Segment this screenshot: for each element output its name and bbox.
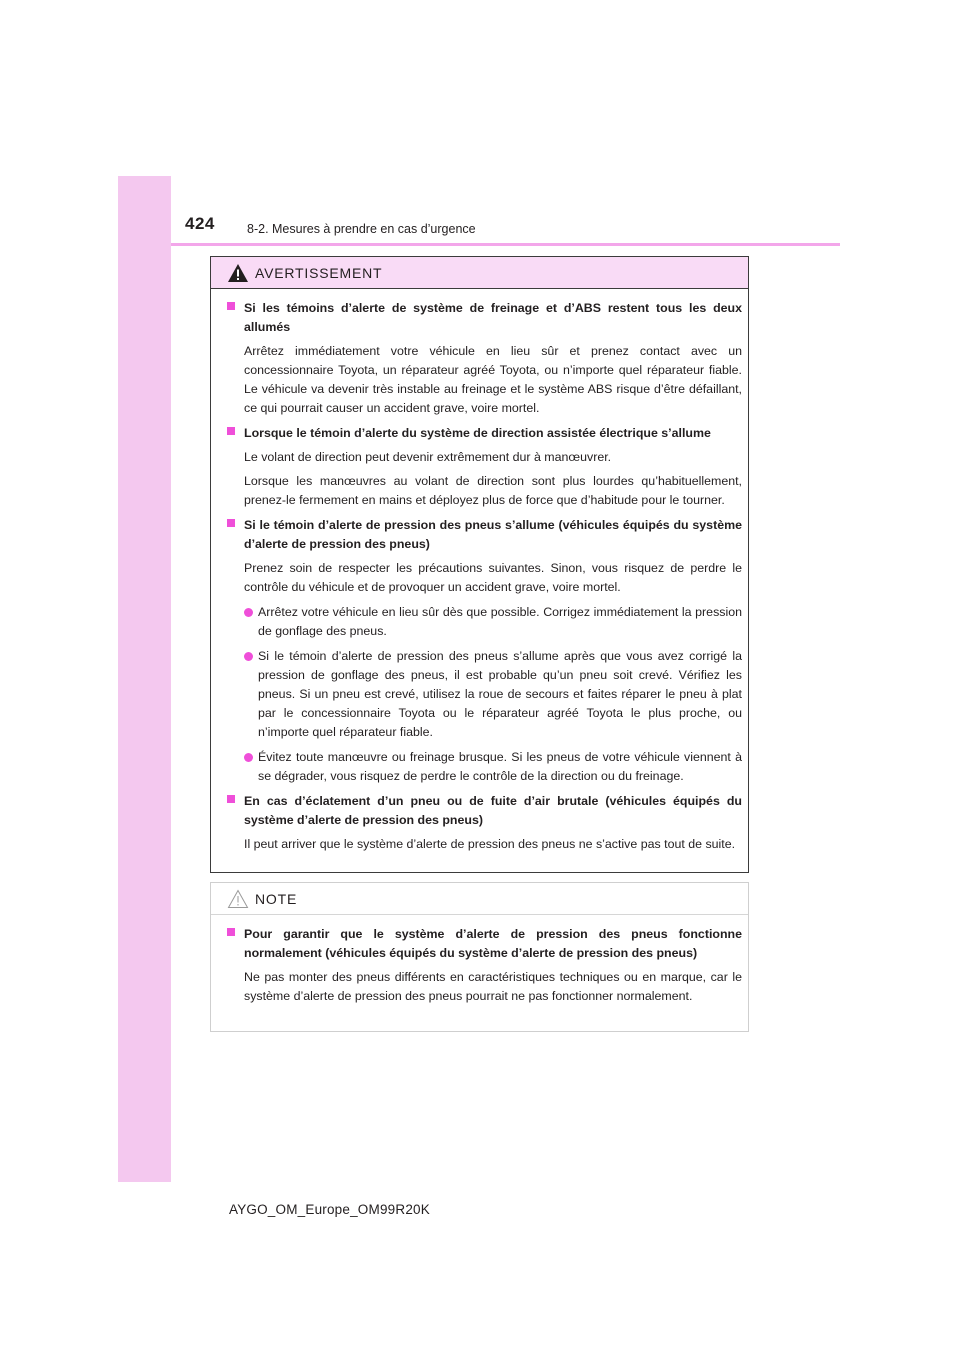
item-paragraph: Prenez soin de respecter les précautions suivantes. Sinon, vous risquez de perdre le contrôle du véhicule et de provoquer un accident grave, voire mortel. <box>244 561 742 594</box>
note-header <box>211 883 748 915</box>
warning-item <box>226 516 742 786</box>
item-paragraph: Lorsque les manœuvres au volant de direction sont plus lourdes qu’habituellement, prenez-le fermement en mains et déployez plus de force que d’habitude pour le tourner. <box>244 474 742 507</box>
sub-bullet-item <box>244 748 742 786</box>
warning-item <box>226 424 742 510</box>
round-bullet-icon <box>244 608 253 617</box>
round-bullet-icon <box>244 652 253 661</box>
sub-bullet-text: Évitez toute manœuvre ou freinage brusque. Si les pneus de votre véhicule viennent à se dégrader, vous risquez de perdre le contrôle de la direction ou du freinage. <box>258 750 742 783</box>
section-title: 8-2. Mesures à prendre en cas d’urgence <box>247 222 476 236</box>
caution-triangle-outline-icon <box>227 889 249 909</box>
item-paragraph: Il peut arriver que le système d’alerte de pression des pneus ne s’active pas tout de suite. <box>244 837 736 851</box>
square-bullet-icon <box>227 928 235 936</box>
warning-item <box>226 299 742 418</box>
sub-bullet-text: Si le témoin d’alerte de pression des pneus s’allume après que vous avez corrigé la pression de gonflage des pneus, il est probable qu’un pneu soit crevé. Vérifiez les pneus. Si un pneu est crevé, utilisez la roue de secours et faites réparer le pneu à plat par le concessionnaire Toyota ou le réparateur agréé Toyota le plus proche, ou n’importe quel réparateur fiable. <box>258 649 742 739</box>
item-heading: Pour garantir que le système d’alerte de pression des pneus fonctionne normalement (véhicules équipés du système d’alerte de pression des pneus) <box>244 927 742 960</box>
sub-bullet-text: Arrêtez votre véhicule en lieu sûr dès que possible. Corrigez immédiatement la pression de gonflage des pneus. <box>258 605 742 638</box>
item-paragraph: Arrêtez immédiatement votre véhicule en lieu sûr et prenez contact avec un concessionnaire Toyota, un réparateur agréé Toyota, ou n’importe quel réparateur fiable. Le véhicule va devenir très instable au freinage et le système ABS risque d’être défaillant, ce qui pourrait causer un accident grave, voire mortel. <box>244 344 742 415</box>
item-heading: En cas d’éclatement d’un pneu ou de fuite d’air brutale (véhicules équipés du système d’alerte de pression des pneus) <box>244 794 742 827</box>
note-box <box>210 882 749 1032</box>
sub-bullet-item <box>244 647 742 742</box>
item-heading: Si les témoins d’alerte de système de freinage et d’ABS restent tous les deux allumés <box>244 301 742 334</box>
item-paragraph: Le volant de direction peut devenir extrêmement dur à manœuvrer. <box>244 450 612 464</box>
warning-box <box>210 256 749 873</box>
warning-body <box>211 289 748 854</box>
note-title: NOTE <box>255 890 298 907</box>
sub-bullet-item <box>244 603 742 641</box>
item-paragraph: Ne pas monter des pneus différents en caractéristiques techniques ou en marque, car le système d’alerte de pression des pneus pourrait ne pas fonctionner normalement. <box>244 970 742 1003</box>
square-bullet-icon <box>227 302 235 310</box>
warning-title: AVERTISSEMENT <box>255 264 383 281</box>
note-body <box>211 915 748 1006</box>
warning-item <box>226 792 742 854</box>
round-bullet-icon <box>244 753 253 762</box>
document-code: AYGO_OM_Europe_OM99R20K <box>229 1202 430 1217</box>
warning-triangle-icon <box>227 263 249 283</box>
square-bullet-icon <box>227 427 235 435</box>
side-thumb-band <box>118 176 171 1182</box>
item-heading: Lorsque le témoin d’alerte du système de direction assistée électrique s’allume <box>244 426 711 440</box>
warning-header <box>211 257 748 289</box>
square-bullet-icon <box>227 519 235 527</box>
square-bullet-icon <box>227 795 235 803</box>
note-item <box>226 925 742 1006</box>
page-number: 424 <box>185 214 215 233</box>
item-heading: Si le témoin d’alerte de pression des pneus s’allume (véhicules équipés du système d’alerte de pression des pneus) <box>244 518 742 551</box>
header-rule <box>171 243 840 246</box>
